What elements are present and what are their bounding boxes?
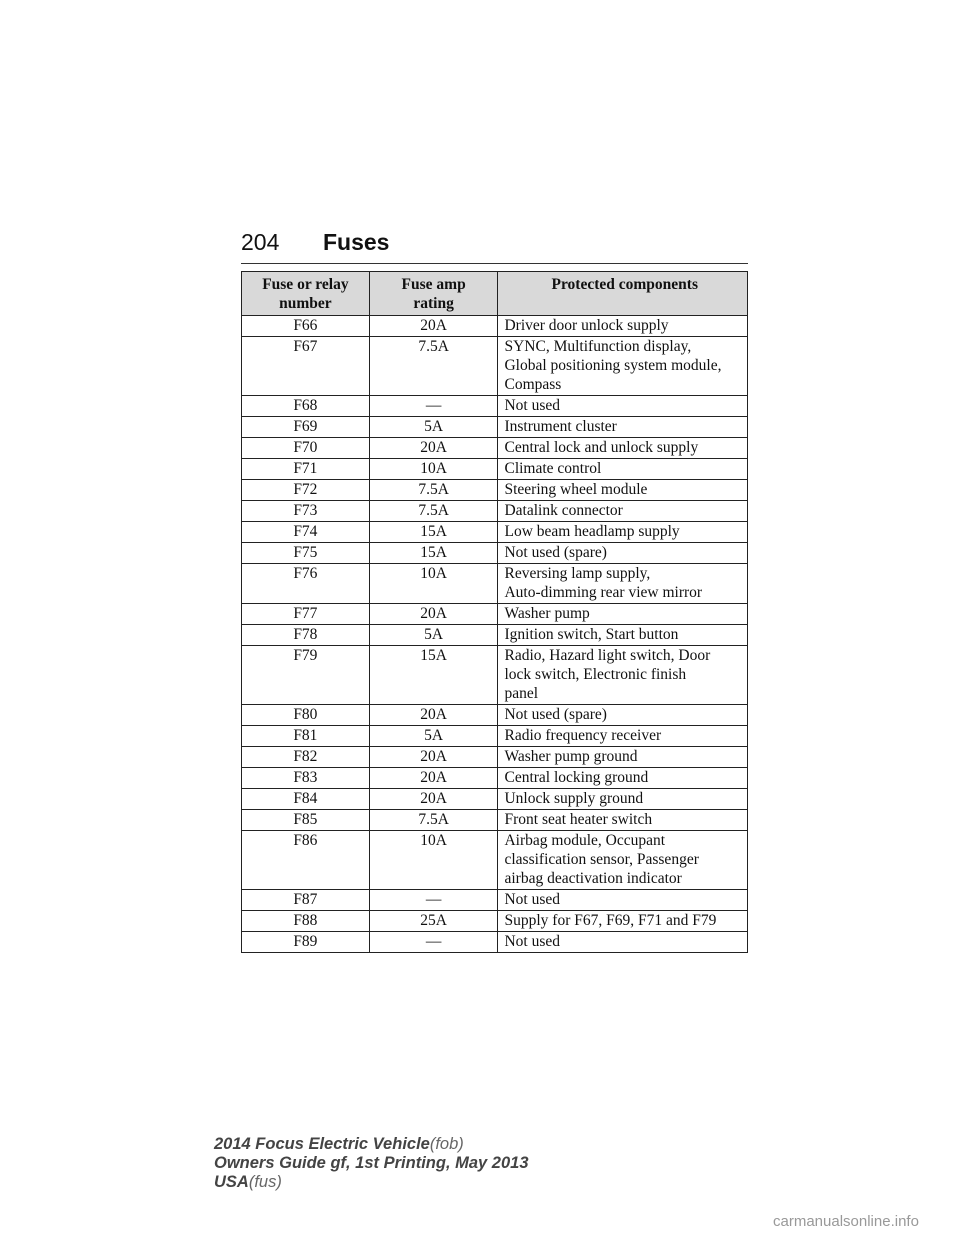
footer-line-3 xyxy=(214,1173,529,1192)
protected-components-cell xyxy=(498,396,748,417)
component-line: Reversing lamp supply, xyxy=(504,565,651,582)
table-row xyxy=(242,564,748,604)
fuse-number-cell: F75 xyxy=(242,543,370,564)
component-line: lock switch, Electronic finish xyxy=(504,666,687,683)
amp-rating-cell: 7.5A xyxy=(369,810,498,831)
table-row xyxy=(242,396,748,417)
amp-rating-cell: 15A xyxy=(369,522,498,543)
table-row xyxy=(242,768,748,789)
fuse-number-cell: F82 xyxy=(242,747,370,768)
protected-components-cell xyxy=(498,911,748,932)
component-line: Auto-dimming rear view mirror xyxy=(504,584,703,601)
component-line: Washer pump ground xyxy=(504,748,638,765)
table-row xyxy=(242,417,748,438)
amp-rating-cell: 7.5A xyxy=(369,337,498,396)
component-line: Ignition switch, Start button xyxy=(504,626,679,643)
protected-components-cell xyxy=(498,726,748,747)
protected-components-cell xyxy=(498,564,748,604)
component-line: SYNC, Multifunction display, xyxy=(504,338,692,355)
amp-rating-cell: 10A xyxy=(369,564,498,604)
component-line: Steering wheel module xyxy=(504,481,648,498)
table-row xyxy=(242,480,748,501)
table-row xyxy=(242,337,748,396)
component-line: Central lock and unlock supply xyxy=(504,439,699,456)
header-line: Fuse or relay xyxy=(262,276,349,293)
protected-components-cell xyxy=(498,625,748,646)
header-line: number xyxy=(279,295,332,312)
fuse-number-cell: F77 xyxy=(242,604,370,625)
table-row xyxy=(242,810,748,831)
fuse-number-cell: F73 xyxy=(242,501,370,522)
component-line: Not used (spare) xyxy=(504,544,607,561)
table-row xyxy=(242,459,748,480)
table-row xyxy=(242,747,748,768)
fuse-number-cell: F72 xyxy=(242,480,370,501)
amp-rating-cell: 20A xyxy=(369,747,498,768)
protected-components-cell xyxy=(498,438,748,459)
amp-rating-cell: 10A xyxy=(369,831,498,890)
protected-components-cell xyxy=(498,604,748,625)
component-line: Global positioning system module, xyxy=(504,357,722,374)
amp-rating-cell: 5A xyxy=(369,625,498,646)
protected-components-cell xyxy=(498,789,748,810)
component-line: Airbag module, Occupant xyxy=(504,832,666,849)
component-line: Low beam headlamp supply xyxy=(504,523,680,540)
fuse-table xyxy=(241,271,748,953)
table-row xyxy=(242,911,748,932)
market: USA xyxy=(214,1173,249,1191)
footer-line-1 xyxy=(214,1135,529,1154)
component-line: Driver door unlock supply xyxy=(504,317,669,334)
header-line: Protected components xyxy=(551,276,698,293)
component-line: Not used (spare) xyxy=(504,706,607,723)
component-line: Washer pump xyxy=(504,605,590,622)
fuse-number-cell: F86 xyxy=(242,831,370,890)
table-row xyxy=(242,501,748,522)
amp-rating-cell: 20A xyxy=(369,604,498,625)
fuse-number-cell: F81 xyxy=(242,726,370,747)
component-line: panel xyxy=(504,685,539,702)
component-line: Datalink connector xyxy=(504,502,623,519)
protected-components-cell xyxy=(498,522,748,543)
component-line: classification sensor, Passenger xyxy=(504,851,699,868)
fuse-number-cell: F87 xyxy=(242,890,370,911)
protected-components-cell xyxy=(498,747,748,768)
printing-info: Owners Guide gf, 1st Printing, May 2013 xyxy=(214,1154,529,1172)
fuse-number-cell: F67 xyxy=(242,337,370,396)
protected-components-cell xyxy=(498,890,748,911)
component-line: Instrument cluster xyxy=(504,418,617,435)
fuse-number-cell: F84 xyxy=(242,789,370,810)
fuse-number-cell: F89 xyxy=(242,932,370,953)
component-line: Not used xyxy=(504,891,561,908)
component-line: Compass xyxy=(504,376,562,393)
header-line: rating xyxy=(413,295,454,312)
table-row xyxy=(242,438,748,459)
protected-components-cell xyxy=(498,932,748,953)
fuse-number-cell: F88 xyxy=(242,911,370,932)
amp-rating-cell: 15A xyxy=(369,646,498,705)
amp-rating-cell: 10A xyxy=(369,459,498,480)
protected-components-cell xyxy=(498,646,748,705)
section-title: Fuses xyxy=(323,229,390,255)
amp-rating-cell: 20A xyxy=(369,768,498,789)
fuse-number-cell: F79 xyxy=(242,646,370,705)
component-line: Front seat heater switch xyxy=(504,811,653,828)
amp-rating-cell: 15A xyxy=(369,543,498,564)
protected-components-cell xyxy=(498,459,748,480)
protected-components-cell xyxy=(498,831,748,890)
fuse-number-cell: F66 xyxy=(242,316,370,337)
component-line: Unlock supply ground xyxy=(504,790,644,807)
fuse-number-cell: F74 xyxy=(242,522,370,543)
table-row xyxy=(242,932,748,953)
column-header-amp-rating xyxy=(369,272,498,316)
fuse-table-body xyxy=(242,316,748,953)
protected-components-cell xyxy=(498,501,748,522)
fuse-number-cell: F78 xyxy=(242,625,370,646)
fuse-number-cell: F76 xyxy=(242,564,370,604)
protected-components-cell xyxy=(498,543,748,564)
amp-rating-cell: 20A xyxy=(369,705,498,726)
amp-rating-cell: 5A xyxy=(369,417,498,438)
protected-components-cell xyxy=(498,768,748,789)
amp-rating-cell: — xyxy=(369,890,498,911)
component-line: airbag deactivation indicator xyxy=(504,870,682,887)
table-row xyxy=(242,726,748,747)
watermark-link[interactable]: carmanualsonline.info xyxy=(773,1213,919,1230)
table-header-row xyxy=(242,272,748,316)
table-row xyxy=(242,625,748,646)
fuse-number-cell: F68 xyxy=(242,396,370,417)
protected-components-cell xyxy=(498,480,748,501)
table-row xyxy=(242,646,748,705)
table-row xyxy=(242,522,748,543)
amp-rating-cell: 5A xyxy=(369,726,498,747)
table-row xyxy=(242,604,748,625)
component-line: Radio, Hazard light switch, Door xyxy=(504,647,711,664)
amp-rating-cell: — xyxy=(369,932,498,953)
protected-components-cell xyxy=(498,705,748,726)
fuse-number-cell: F71 xyxy=(242,459,370,480)
fuse-number-cell: F83 xyxy=(242,768,370,789)
component-line: Supply for F67, F69, F71 and F79 xyxy=(504,912,717,929)
column-header-protected-components xyxy=(498,272,748,316)
amp-rating-cell: 7.5A xyxy=(369,501,498,522)
table-row xyxy=(242,789,748,810)
amp-rating-cell: 20A xyxy=(369,438,498,459)
amp-rating-cell: 20A xyxy=(369,789,498,810)
protected-components-cell xyxy=(498,316,748,337)
component-line: Radio frequency receiver xyxy=(504,727,662,744)
component-line: Central locking ground xyxy=(504,769,649,786)
amp-rating-cell: 20A xyxy=(369,316,498,337)
page-number: 204 xyxy=(241,229,280,255)
table-row xyxy=(242,831,748,890)
table-row xyxy=(242,890,748,911)
page-header xyxy=(241,229,748,264)
column-header-fuse-number xyxy=(242,272,370,316)
component-line: Not used xyxy=(504,933,561,950)
amp-rating-cell: 25A xyxy=(369,911,498,932)
table-row xyxy=(242,316,748,337)
header-line: Fuse amp xyxy=(401,276,466,293)
amp-rating-cell: 7.5A xyxy=(369,480,498,501)
protected-components-cell xyxy=(498,810,748,831)
vehicle-code: (fob) xyxy=(429,1135,464,1153)
fuse-number-cell: F85 xyxy=(242,810,370,831)
protected-components-cell xyxy=(498,337,748,396)
component-line: Climate control xyxy=(504,460,602,477)
component-line: Not used xyxy=(504,397,561,414)
fuse-number-cell: F70 xyxy=(242,438,370,459)
amp-rating-cell: — xyxy=(369,396,498,417)
vehicle-title: 2014 Focus Electric Vehicle xyxy=(214,1135,430,1153)
protected-components-cell xyxy=(498,417,748,438)
fuse-number-cell: F80 xyxy=(242,705,370,726)
document-footer xyxy=(214,1135,529,1192)
market-code: (fus) xyxy=(248,1173,282,1191)
table-row xyxy=(242,705,748,726)
table-row xyxy=(242,543,748,564)
fuse-number-cell: F69 xyxy=(242,417,370,438)
